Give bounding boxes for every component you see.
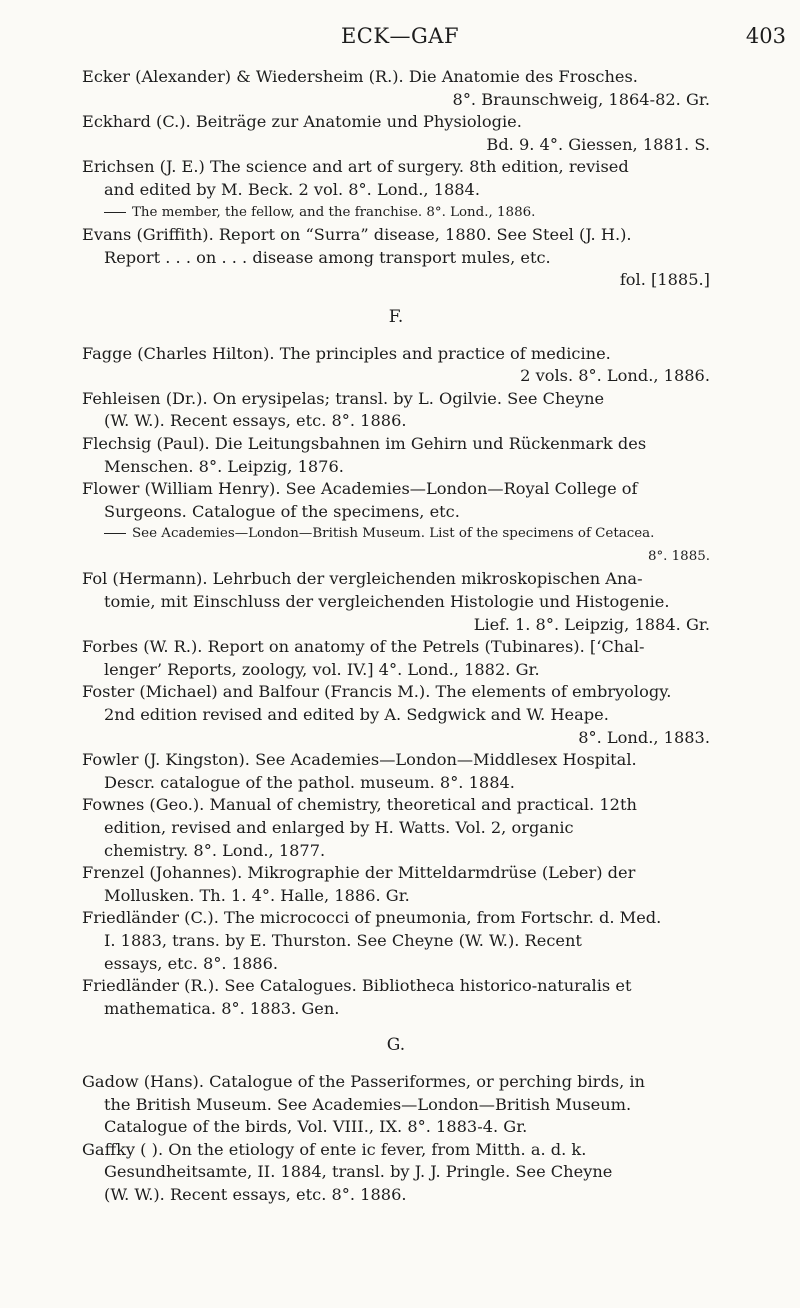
entry-line: Gesundheitsamte, II. 1884, transl. by J. J. Pringle. See Cheyne xyxy=(104,1162,613,1182)
entry-line: edition, revised and enlarged by H. Watts. Vol. 2, organic xyxy=(104,818,574,837)
entry-line: Eckhard (C.). Beiträge zur Anatomie und Physiologie. xyxy=(82,112,522,132)
entry-fehleisen xyxy=(82,388,710,433)
entry-line: Fagge (Charles Hilton). The principles and practice of medicine. xyxy=(82,343,611,363)
entry-line: Gaffky ( ). On the etiology of ente ic fever, from Mitth. a. d. k. xyxy=(82,1139,587,1159)
entry-erichsen xyxy=(82,156,710,224)
entry-line: Flower (William Henry). See Academies—London—Royal College of xyxy=(82,479,638,499)
entry-line: mathematica. 8°. 1883. Gen. xyxy=(104,998,340,1018)
entry-line: the British Museum. See Academies—London—British Museum. xyxy=(104,1094,632,1114)
entry-line: Fowler (J. Kingston). See Academies—London—Middlesex Hospital. xyxy=(82,750,637,770)
running-title: ECK—GAF xyxy=(340,24,460,48)
entry-line: fol. [1885.] xyxy=(619,270,710,290)
entry-line: Friedländer (C.). The micrococci of pneumonia, from Fortschr. d. Med. xyxy=(82,908,662,928)
entry-fol xyxy=(82,568,710,636)
page-number: 403 xyxy=(745,24,786,48)
entry-line: Lief. 1. 8°. Leipzig, 1884. Gr. xyxy=(473,614,710,634)
entry-forbes xyxy=(82,636,710,681)
entry-line: chemistry. 8°. Lond., 1877. xyxy=(104,840,326,860)
entry-line: Friedländer (R.). See Catalogues. Bibliotheca historico-naturalis et xyxy=(82,976,632,996)
entry-line: Report . . . on . . . disease among transport mules, etc. xyxy=(104,247,551,267)
entry-line: Fol (Hermann). Lehrbuch der vergleichenden mikroskopischen Ana- xyxy=(82,569,643,589)
entry-gaffky xyxy=(82,1139,710,1207)
entry-fagge xyxy=(82,343,710,388)
entry-line: Bd. 9. 4°. Giessen, 1881. S. xyxy=(486,134,710,154)
entry-line: Menschen. 8°. Leipzig, 1876. xyxy=(104,456,344,476)
index-content xyxy=(82,66,710,1207)
entry-line: Flechsig (Paul). Die Leitungsbahnen im Gehirn und Rückenmark des xyxy=(82,433,647,453)
entry-line: Descr. catalogue of the pathol. museum. 8°. 1884. xyxy=(104,772,515,792)
entry-line: lenger’ Reports, zoology, vol. IV.] 4°. Lond., 1882. Gr. xyxy=(104,659,540,679)
entry-evans xyxy=(82,224,710,292)
entry-line: Evans (Griffith). Report on “Surra” disease, 1880. See Steel (J. H.). xyxy=(82,225,632,245)
entry-eckhard xyxy=(82,111,710,156)
entry-subline xyxy=(82,202,710,225)
entry-line: tomie, mit Einschluss der vergleichenden Histologie und Histogenie. xyxy=(104,592,670,612)
entry-line: Forbes (W. R.). Report on anatomy of the Petrels (Tubinares). [‘Chal- xyxy=(82,637,645,657)
entry-line: and edited by M. Beck. 2 vol. 8°. Lond., 1884. xyxy=(104,179,481,199)
entry-line: Foster (Michael) and Balfour (Francis M.). The elements of embryology. xyxy=(82,682,672,702)
entry-line: 8°. Lond., 1883. xyxy=(578,727,710,747)
entry-subline xyxy=(82,523,710,546)
entry-subline-text: See Academies—London—British Museum. List of the specimens of Cetacea. xyxy=(132,526,655,542)
entry-gadow xyxy=(82,1071,710,1139)
entry-frenzel xyxy=(82,862,710,907)
entry-friedlander-c xyxy=(82,907,710,975)
section-letter-g: G. xyxy=(386,1035,406,1056)
entry-line: Ecker (Alexander) & Wiedersheim (R.). Die Anatomie des Frosches. xyxy=(82,67,638,86)
entry-line: Fownes (Geo.). Manual of chemistry, theoretical and practical. 12th xyxy=(82,795,637,815)
section-letter-f: F. xyxy=(388,306,404,327)
entry-line: 2 vols. 8°. Lond., 1886. xyxy=(520,366,710,386)
entry-fowler xyxy=(82,749,710,794)
entry-line: Gadow (Hans). Catalogue of the Passeriformes, or perching birds, in xyxy=(82,1071,645,1091)
entry-line: essays, etc. 8°. 1886. xyxy=(104,953,279,973)
entry-line: Mollusken. Th. 1. 4°. Halle, 1886. Gr. xyxy=(104,885,410,905)
entry-line: Fehleisen (Dr.). On erysipelas; transl. by L. Ogilvie. See Cheyne xyxy=(82,388,605,408)
ditto-dash xyxy=(104,212,126,213)
entry-line: Catalogue of the birds, Vol. VIII., IX. 8°. 1883-4. Gr. xyxy=(104,1117,528,1137)
entry-line: 2nd edition revised and edited by A. Sedgwick and W. Heape. xyxy=(104,705,609,725)
entry-line: Surgeons. Catalogue of the specimens, etc. xyxy=(104,501,460,521)
entry-line: 8°. Braunschweig, 1864-82. Gr. xyxy=(452,89,710,109)
entry-line: (W. W.). Recent essays, etc. 8°. 1886. xyxy=(104,411,407,431)
entry-subline: 8°. 1885. xyxy=(647,548,710,564)
entry-flechsig xyxy=(82,433,710,478)
entry-foster xyxy=(82,681,710,749)
entry-ecker xyxy=(82,66,710,111)
entry-line: Erichsen (J. E.) The science and art of surgery. 8th edition, revised xyxy=(82,157,629,177)
entry-friedlander-r xyxy=(82,975,710,1020)
entry-subline-text: The member, the fellow, and the franchise. 8°. Lond., 1886. xyxy=(132,204,536,220)
entry-line: (W. W.). Recent essays, etc. 8°. 1886. xyxy=(104,1184,407,1204)
entry-fownes xyxy=(82,794,710,862)
page-header xyxy=(0,18,800,58)
entry-flower xyxy=(82,478,710,568)
entry-line: I. 1883, trans. by E. Thurston. See Cheyne (W. W.). Recent xyxy=(104,930,582,950)
ditto-dash xyxy=(104,533,126,534)
entry-line: Frenzel (Johannes). Mikrographie der Mitteldarmdrüse (Leber) der xyxy=(82,863,636,883)
